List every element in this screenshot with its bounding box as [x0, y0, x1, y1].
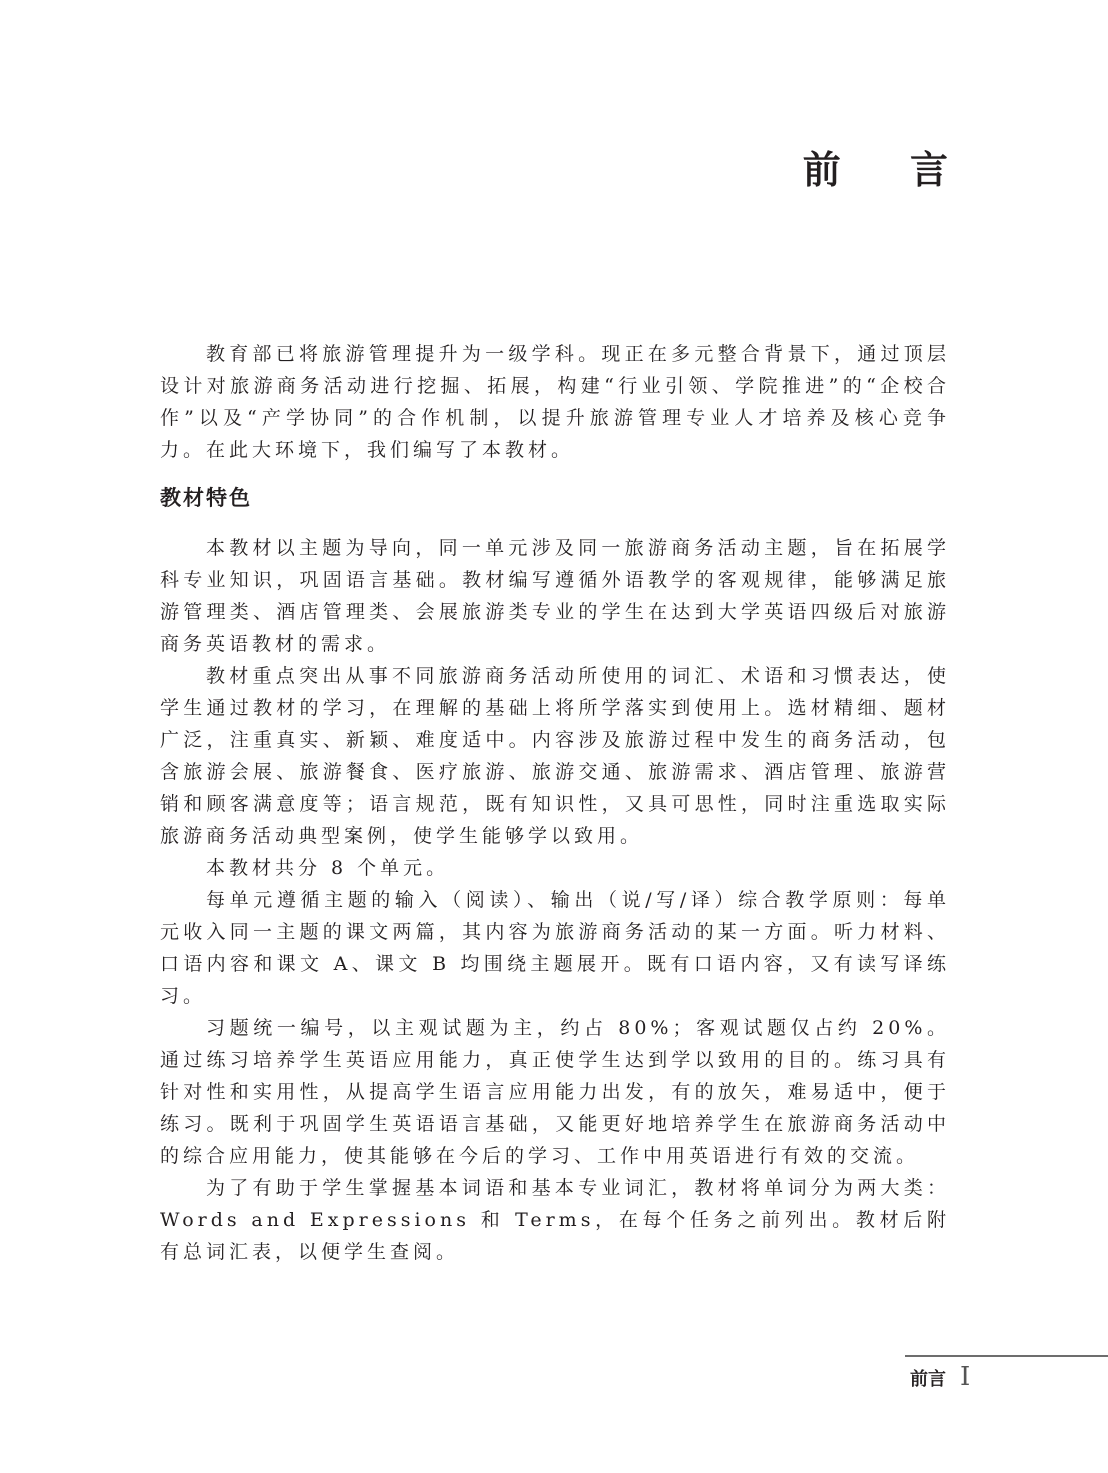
- body-text: [160, 338, 950, 1268]
- paragraph-1: 本教材以主题为导向，同一单元涉及同一旅游商务活动主题，旨在拓展学科专业知识，巩固语言基础。教材编写遵循外语教学的客观规律，能够满足旅游管理类、酒店管理类、会展旅游类专业的学生在达到大学英语四级后对旅游商务英语教材的需求。: [160, 537, 950, 655]
- paragraph-6: 为了有助于学生掌握基本词语和基本专业词汇，教材将单词分为两大类：Words and Expressions 和 Terms，在每个任务之前列出。教材后附有总词汇表，以便学生查阅。: [160, 1177, 950, 1263]
- page-number: I: [960, 1362, 971, 1392]
- paragraph-2: 教材重点突出从事不同旅游商务活动所使用的词汇、术语和习惯表达，使学生通过教材的学习，在理解的基础上将所学落实到使用上。选材精细、题材广泛，注重真实、新颖、难度适中。内容涉及旅游过程中发生的商务活动，包含旅游会展、旅游餐食、医疗旅游、旅游交通、旅游需求、酒店管理、旅游营销和顾客满意度等；语言规范，既有知识性，又具可思性，同时注重选取实际旅游商务活动典型案例，使学生能够学以致用。: [160, 665, 950, 847]
- paragraph-4: 每单元遵循主题的输入（阅读）、输出（说/写/译）综合教学原则：每单元收入同一主题的课文两篇，其内容为旅游商务活动的某一方面。听力材料、口语内容和课文 A、课文 B 均围绕主题展开。既有口语内容，又有读写译练习。: [160, 889, 950, 1007]
- paragraph-5: 习题统一编号，以主观试题为主，约占 80%；客观试题仅占约 20%。通过练习培养学生英语应用能力，真正使学生达到学以致用的目的。练习具有针对性和实用性，从提高学生语言应用能力出发，有的放矢，难易适中，便于练习。既利于巩固学生英语语言基础，又能更好地培养学生在旅游商务活动中的综合应用能力，使其能够在今后的学习、工作中用英语进行有效的交流。: [160, 1017, 950, 1167]
- paragraph-3: 本教材共分 8 个单元。: [206, 857, 450, 879]
- footer-section-label: 前言: [910, 1369, 946, 1390]
- section-heading: 教材特色: [160, 486, 252, 510]
- page-footer: [910, 1362, 970, 1392]
- page-title: 前 言: [802, 148, 976, 192]
- intro-paragraph: 教育部已将旅游管理提升为一级学科。现正在多元整合背景下，通过顶层设计对旅游商务活动进行挖掘、拓展，构建“行业引领、学院推进”的“企校合作”以及“产学协同”的合作机制，以提升旅游管理专业人才培养及核心竞争力。在此大环境下，我们编写了本教材。: [160, 343, 950, 461]
- footer-divider: [905, 1355, 1108, 1357]
